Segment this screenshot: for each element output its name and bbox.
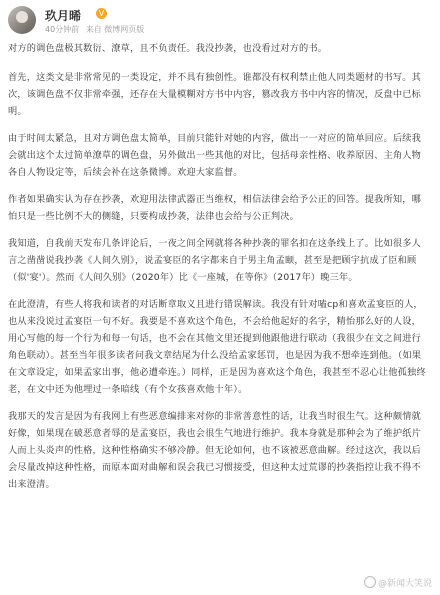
post-paragraph: 我知道，自我前天发布几条评论后，一夜之间全网就将各种抄袭的罪名扣在这条线上了。比如很多人言之凿凿说我抄袭《人间久别》，说孟宴臣的名字都来自于男主角孟颐，甚至是把顾宇抗成了臣和顾（似'宴'）。然而《人间久别》（2020年）比《一座城，在等你》（2017年）晚三年。: [8, 238, 422, 283]
post-source: 来自 微博网页版: [85, 25, 145, 34]
watermark-text: @新闻大笑说: [377, 579, 432, 589]
post-paragraph: 由于时间太紧急，且对方调色盘太简单，目前只能针对她的内容，做出一一对应的简单回应。后续我会就出这个太过简单潦草的调色盘，另外做出一些其他的对比，包括母亲性格、收养原因、主角人物各自人物设定等，后续会补在这条微博。欢迎大家监督。: [8, 133, 422, 178]
post-paragraph: 在此澄清，有些人将我和读者的对话断章取义且进行错误解读。我没有针对嗑cp和喜欢孟宴臣的人，也从来没说过孟宴臣一句不好。我要是不喜欢这个角色，不会给他起好的名字，精怡那么好的人设，用心写他的每一个行为和每一句话，也不会在其他文里还提到他跟他进行联动（我很少在文之间进行角色联动）。甚至当年很多读者问我文章结尾为什么没给孟家惩罚，也是因为我不想牵连到他。（如果在文章设定，如果孟家出事，他必遭牵连。）同样，正是因为喜欢这个角色，我甚至不忍心让他孤独终老，在文中还为他埋过一条暗线（有个女孩喜欢他十年）。: [8, 299, 426, 395]
weibo-logo-icon: [364, 576, 376, 588]
post-header: [8, 6, 432, 38]
weibo-watermark: [364, 576, 432, 589]
post-paragraph: 我那天的发言是因为有我网上有些恶意编排来对你的非常善意性的话，让我当时很生气。这种颇情就好像，如果现在破恶意者辱的是孟宴臣，我也会很生气地进行维护。我本身就是那种会为了维护纸片人而上头炎声的性格，这种性格确实不够冷静。但无论如何，也不该被恶意曲解。经过这次，我以后会尽量改掉这种性格，而原本面对曲解和误会我已习惯接受，但这种太过荒谬的抄袭指控让我不得不出来澄清。: [8, 411, 422, 490]
post-paragraph: 首先，这类文是非常常见的一类设定，并不具有独创性。谁都没有权利禁止他人同类题材的书写。其次，该调色盘不仅非常牵强，还存在大量模糊对方书中内容，篡改我方书中内容的情况，反盘中已标明。: [8, 72, 422, 117]
vip-badge-icon: V: [96, 8, 107, 19]
author-avatar[interactable]: [8, 6, 36, 34]
post-body: [8, 40, 430, 503]
post-meta: [45, 24, 148, 35]
author-name[interactable]: 玖月晞: [45, 9, 82, 23]
post-time[interactable]: 40分钟前: [45, 25, 80, 34]
post-paragraph: 对方的调色盘极其数衍、潦草，且不负责任。我没抄袭，也没看过对方的书。: [8, 43, 328, 54]
post-paragraph: 作者如果确实认为存在抄袭，欢迎用法律武器正当维权，相信法律会给予公正的回答。提我所知，哪怕只是一些比例不大的侧缝，只要构成抄袭，法律也会给与公正判决。: [8, 194, 422, 222]
